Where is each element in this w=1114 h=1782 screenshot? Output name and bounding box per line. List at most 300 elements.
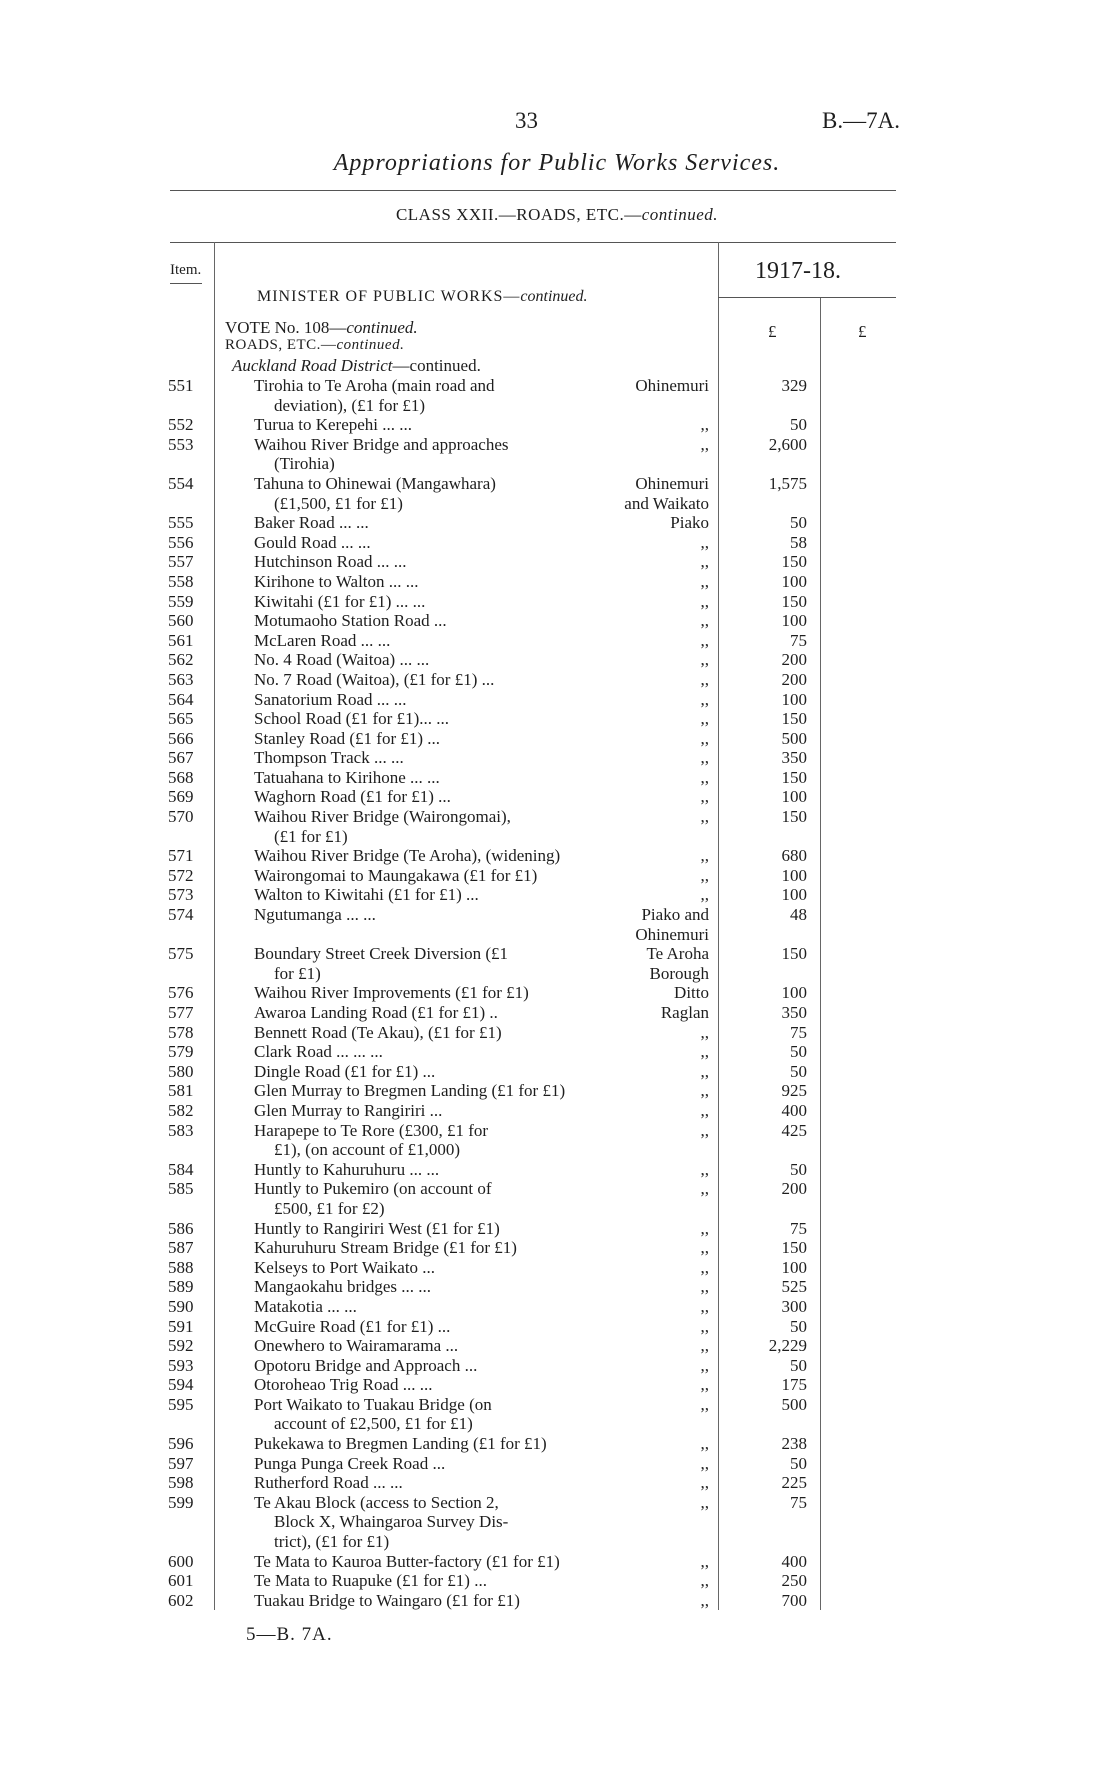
item-description bbox=[254, 533, 624, 553]
item-number: 585 bbox=[168, 1179, 194, 1199]
location-line: ,, bbox=[700, 434, 709, 454]
description-line: Sanatorium Road ... ... bbox=[254, 689, 407, 709]
location-line: ,, bbox=[700, 1590, 709, 1610]
item-location bbox=[585, 376, 709, 396]
item-number: 586 bbox=[168, 1218, 194, 1238]
item-description bbox=[254, 435, 624, 474]
description-line: Te Mata to Ruapuke (£1 for £1) ... bbox=[254, 1571, 487, 1591]
table-row bbox=[0, 846, 1114, 866]
location-line: ,, bbox=[700, 1394, 709, 1414]
location-line: ,, bbox=[700, 552, 709, 572]
table-top-rule bbox=[170, 242, 896, 243]
table-row bbox=[0, 552, 1114, 572]
item-location bbox=[585, 1042, 709, 1062]
title-rule bbox=[170, 190, 896, 191]
item-description bbox=[254, 1454, 624, 1474]
location-line: ,, bbox=[700, 767, 709, 787]
description-line: Opotoru Bridge and Approach ... bbox=[254, 1355, 478, 1375]
ministry-heading-suffix: continued. bbox=[520, 288, 588, 305]
item-description bbox=[254, 1395, 624, 1434]
item-location bbox=[585, 709, 709, 729]
location-line: ,, bbox=[700, 865, 709, 885]
item-number: 593 bbox=[168, 1355, 194, 1375]
item-head-rule bbox=[170, 283, 202, 284]
description-line: Awaroa Landing Road (£1 for £1) .. bbox=[254, 1003, 498, 1022]
item-location bbox=[585, 1179, 709, 1199]
item-location bbox=[585, 1571, 709, 1591]
item-location bbox=[585, 592, 709, 612]
table-row bbox=[0, 1317, 1114, 1337]
item-location bbox=[585, 729, 709, 749]
table-row bbox=[0, 1356, 1114, 1376]
item-description bbox=[254, 944, 624, 983]
item-location bbox=[585, 1493, 709, 1513]
item-number: 570 bbox=[168, 807, 194, 827]
location-line: ,, bbox=[700, 1277, 709, 1297]
description-line: Tahuna to Ohinewai (Mangawhara) bbox=[254, 473, 496, 493]
location-line: ,, bbox=[700, 1336, 709, 1356]
description-line: Huntly to Kahuruhuru ... ... bbox=[254, 1159, 440, 1179]
item-location bbox=[585, 866, 709, 886]
description-line: Huntly to Pukemiro (on account of bbox=[254, 1179, 492, 1199]
item-description bbox=[254, 1003, 624, 1023]
item-number: 562 bbox=[168, 650, 194, 670]
item-amount: 680 bbox=[781, 846, 807, 866]
location-line: Ditto bbox=[674, 983, 709, 1003]
item-number: 552 bbox=[168, 415, 194, 435]
item-location bbox=[585, 1375, 709, 1395]
item-amount: 100 bbox=[781, 1257, 807, 1277]
table-row bbox=[0, 729, 1114, 749]
item-location bbox=[585, 787, 709, 807]
description-line: Block X, Whaingaroa Survey Dis- bbox=[274, 1512, 509, 1532]
item-number: 563 bbox=[168, 669, 194, 689]
class-heading bbox=[0, 205, 1114, 225]
item-amount: 1,575 bbox=[768, 473, 807, 493]
item-amount: 150 bbox=[781, 1238, 807, 1258]
vote-heading bbox=[225, 318, 418, 338]
description-line: Te Mata to Kauroa Butter-factory (£1 for £1) bbox=[254, 1551, 560, 1571]
table-row bbox=[0, 1375, 1114, 1395]
item-description bbox=[254, 1277, 624, 1297]
description-line: Harapepe to Te Rore (£300, £1 for bbox=[254, 1120, 489, 1140]
table-row bbox=[0, 1179, 1114, 1218]
table-row bbox=[0, 513, 1114, 533]
item-number: 572 bbox=[168, 865, 194, 885]
item-amount: 200 bbox=[781, 669, 807, 689]
item-number: 583 bbox=[168, 1120, 194, 1140]
item-column-header: Item. bbox=[170, 262, 202, 278]
item-number: 601 bbox=[168, 1571, 194, 1591]
location-line: ,, bbox=[700, 650, 709, 670]
item-number: 565 bbox=[168, 709, 194, 729]
item-amount: 50 bbox=[790, 1316, 807, 1336]
item-amount: 100 bbox=[781, 983, 807, 1003]
item-number: 557 bbox=[168, 552, 194, 572]
table-row bbox=[0, 983, 1114, 1003]
item-location bbox=[585, 1473, 709, 1493]
location-line: ,, bbox=[700, 1551, 709, 1571]
description-line: Kiwitahi (£1 for £1) ... ... bbox=[254, 591, 426, 611]
location-line: ,, bbox=[700, 532, 709, 552]
table-row bbox=[0, 1434, 1114, 1454]
item-amount: 50 bbox=[790, 513, 807, 533]
item-description bbox=[254, 1591, 624, 1611]
item-location bbox=[585, 1101, 709, 1121]
item-location bbox=[585, 1219, 709, 1239]
vote-heading-main: VOTE No. 108— bbox=[225, 318, 347, 337]
table-row bbox=[0, 1493, 1114, 1552]
item-location bbox=[585, 690, 709, 710]
item-amount: 200 bbox=[781, 1179, 807, 1199]
location-line: ,, bbox=[700, 1492, 709, 1512]
item-description bbox=[254, 1336, 624, 1356]
location-line: ,, bbox=[700, 846, 709, 866]
item-number: 597 bbox=[168, 1453, 194, 1473]
table-row bbox=[0, 690, 1114, 710]
item-description bbox=[254, 1297, 624, 1317]
table-row bbox=[0, 1042, 1114, 1062]
table-row bbox=[0, 376, 1114, 415]
item-amount: 925 bbox=[781, 1081, 807, 1101]
signature-mark: 5—B. 7A. bbox=[246, 1624, 333, 1645]
item-location bbox=[585, 1160, 709, 1180]
description-line: Tatuahana to Kirihone ... ... bbox=[254, 767, 440, 787]
item-number: 582 bbox=[168, 1100, 194, 1120]
location-line: Raglan bbox=[660, 1003, 709, 1022]
item-location bbox=[585, 807, 709, 827]
item-amount: 75 bbox=[790, 1218, 807, 1238]
item-number: 564 bbox=[168, 689, 194, 709]
class-heading-suffix: continued. bbox=[641, 205, 719, 224]
description-line: Clark Road ... ... ... bbox=[254, 1042, 383, 1062]
location-line: ,, bbox=[700, 1355, 709, 1375]
description-line: Dingle Road (£1 for £1) ... bbox=[254, 1061, 436, 1081]
item-description bbox=[254, 1179, 624, 1218]
description-line: Port Waikato to Tuakau Bridge (on bbox=[254, 1394, 492, 1414]
item-description bbox=[254, 1042, 624, 1062]
item-amount: 100 bbox=[781, 787, 807, 807]
description-line: Tirohia to Te Aroha (main road and bbox=[254, 376, 495, 395]
district-suffix: —continued. bbox=[392, 356, 481, 375]
item-location bbox=[585, 1258, 709, 1278]
item-description bbox=[254, 690, 624, 710]
location-line: ,, bbox=[700, 787, 709, 807]
item-number: 573 bbox=[168, 885, 194, 905]
item-location bbox=[585, 1297, 709, 1317]
location-line: ,, bbox=[700, 1120, 709, 1140]
item-amount: 75 bbox=[790, 1492, 807, 1512]
description-line: Boundary Street Creek Diversion (£1 bbox=[254, 944, 508, 964]
description-line: Stanley Road (£1 for £1) ... bbox=[254, 728, 441, 748]
location-line: ,, bbox=[700, 1473, 709, 1493]
table-row bbox=[0, 1277, 1114, 1297]
item-location bbox=[585, 533, 709, 553]
item-location bbox=[585, 1062, 709, 1082]
location-line: ,, bbox=[700, 807, 709, 827]
description-line: McGuire Road (£1 for £1) ... bbox=[254, 1316, 451, 1336]
item-location bbox=[585, 1003, 709, 1023]
item-amount: 100 bbox=[781, 689, 807, 709]
item-description bbox=[254, 1493, 624, 1552]
description-line: Turua to Kerepehi ... ... bbox=[254, 415, 413, 435]
table-row bbox=[0, 1101, 1114, 1121]
item-amount: 2,229 bbox=[768, 1336, 807, 1356]
item-description bbox=[254, 1258, 624, 1278]
table-row bbox=[0, 1297, 1114, 1317]
item-number: 595 bbox=[168, 1394, 194, 1414]
description-line: Gould Road ... ... bbox=[254, 532, 371, 552]
location-line: ,, bbox=[700, 885, 709, 905]
item-amount: 150 bbox=[781, 591, 807, 611]
location-line: ,, bbox=[700, 1179, 709, 1199]
location-line: ,, bbox=[700, 1042, 709, 1062]
location-line: Ohinemuri bbox=[635, 924, 709, 944]
item-amount: 150 bbox=[781, 767, 807, 787]
location-line: Ohinemuri bbox=[635, 473, 709, 493]
item-amount: 75 bbox=[790, 1022, 807, 1042]
item-description bbox=[254, 846, 624, 866]
item-location bbox=[585, 1454, 709, 1474]
table-row bbox=[0, 670, 1114, 690]
table-row bbox=[0, 944, 1114, 983]
item-description bbox=[254, 1101, 624, 1121]
ministry-heading-main: MINISTER OF PUBLIC WORKS— bbox=[257, 288, 521, 305]
item-number: 553 bbox=[168, 434, 194, 454]
table-row bbox=[0, 748, 1114, 768]
location-line: ,, bbox=[700, 748, 709, 768]
description-line: Punga Punga Creek Road ... bbox=[254, 1453, 446, 1473]
item-description bbox=[254, 1219, 624, 1239]
location-line: Te Aroha bbox=[646, 944, 709, 964]
location-line: ,, bbox=[700, 1571, 709, 1591]
item-amount: 150 bbox=[781, 944, 807, 964]
description-line: Wairongomai to Maungakawa (£1 for £1) bbox=[254, 865, 538, 885]
table-row bbox=[0, 592, 1114, 612]
item-number: 590 bbox=[168, 1296, 194, 1316]
item-description bbox=[254, 1473, 624, 1493]
item-amount: 150 bbox=[781, 552, 807, 572]
class-heading-main: CLASS XXII.—ROADS, ETC.— bbox=[395, 205, 642, 224]
location-line: Piako and bbox=[641, 905, 709, 925]
item-description bbox=[254, 787, 624, 807]
item-number: 566 bbox=[168, 728, 194, 748]
location-line: ,, bbox=[700, 709, 709, 729]
item-number: 589 bbox=[168, 1277, 194, 1297]
table-row bbox=[0, 1454, 1114, 1474]
item-amount: 100 bbox=[781, 885, 807, 905]
item-description bbox=[254, 905, 624, 925]
description-line: Waghorn Road (£1 for £1) ... bbox=[254, 787, 451, 807]
location-line: ,, bbox=[700, 630, 709, 650]
item-amount: 100 bbox=[781, 571, 807, 591]
description-line: Thompson Track ... ... bbox=[254, 748, 404, 768]
item-description bbox=[254, 807, 624, 846]
location-line: ,, bbox=[700, 1022, 709, 1042]
item-description bbox=[254, 592, 624, 612]
ministry-heading bbox=[257, 288, 588, 306]
item-number: 551 bbox=[168, 376, 194, 395]
item-number: 554 bbox=[168, 473, 194, 493]
item-amount: 58 bbox=[790, 532, 807, 552]
description-line: Kirihone to Walton ... ... bbox=[254, 571, 419, 591]
table-row bbox=[0, 650, 1114, 670]
item-number: 558 bbox=[168, 571, 194, 591]
item-amount: 150 bbox=[781, 807, 807, 827]
item-description bbox=[254, 1434, 624, 1454]
item-description bbox=[254, 866, 624, 886]
item-description bbox=[254, 768, 624, 788]
item-amount: 329 bbox=[781, 376, 807, 395]
item-description bbox=[254, 552, 624, 572]
item-number: 577 bbox=[168, 1003, 194, 1022]
item-number: 594 bbox=[168, 1375, 194, 1395]
location-line: Borough bbox=[649, 963, 709, 983]
item-description bbox=[254, 474, 624, 513]
description-line: Glen Murray to Bregmen Landing (£1 for £1) bbox=[254, 1081, 566, 1101]
item-location bbox=[585, 611, 709, 631]
item-number: 556 bbox=[168, 532, 194, 552]
item-amount: 175 bbox=[781, 1375, 807, 1395]
item-number: 555 bbox=[168, 513, 194, 533]
description-line: Glen Murray to Rangiriri ... bbox=[254, 1100, 443, 1120]
table-row bbox=[0, 435, 1114, 474]
currency-header-total: £ bbox=[858, 322, 867, 341]
table-row bbox=[0, 866, 1114, 886]
description-line: trict), (£1 for £1) bbox=[274, 1532, 390, 1552]
description-line: Matakotia ... ... bbox=[254, 1296, 357, 1316]
item-amount: 50 bbox=[790, 1159, 807, 1179]
item-description bbox=[254, 376, 624, 415]
item-description bbox=[254, 1023, 624, 1043]
description-line: School Road (£1 for £1)... ... bbox=[254, 709, 450, 729]
location-line: ,, bbox=[700, 591, 709, 611]
description-line: Kelseys to Port Waikato ... bbox=[254, 1257, 436, 1277]
item-amount: 350 bbox=[781, 748, 807, 768]
item-location bbox=[585, 1081, 709, 1101]
location-line: ,, bbox=[700, 1061, 709, 1081]
item-number: 587 bbox=[168, 1238, 194, 1258]
item-description bbox=[254, 415, 624, 435]
item-description bbox=[254, 513, 624, 533]
item-amount: 2,600 bbox=[768, 434, 807, 454]
item-number: 592 bbox=[168, 1336, 194, 1356]
item-amount: 250 bbox=[781, 1571, 807, 1591]
item-location bbox=[585, 1552, 709, 1572]
table-row bbox=[0, 1258, 1114, 1278]
item-location bbox=[585, 846, 709, 866]
item-description bbox=[254, 1571, 624, 1591]
item-number: 578 bbox=[168, 1022, 194, 1042]
description-line: £1), (on account of £1,000) bbox=[274, 1140, 461, 1160]
location-line: ,, bbox=[700, 1100, 709, 1120]
item-amount: 50 bbox=[790, 1453, 807, 1473]
description-line: Huntly to Rangiriri West (£1 for £1) bbox=[254, 1218, 500, 1238]
item-number: 560 bbox=[168, 611, 194, 631]
table-row bbox=[0, 709, 1114, 729]
item-number: 581 bbox=[168, 1081, 194, 1101]
item-location bbox=[585, 1591, 709, 1611]
location-line: ,, bbox=[700, 1159, 709, 1179]
item-number: 580 bbox=[168, 1061, 194, 1081]
location-line: ,, bbox=[700, 728, 709, 748]
item-location bbox=[585, 415, 709, 435]
item-description bbox=[254, 631, 624, 651]
page-title: Appropriations for Public Works Services. bbox=[333, 150, 781, 176]
item-location bbox=[585, 1356, 709, 1376]
description-line: Waihou River Bridge and approaches bbox=[254, 434, 509, 454]
item-location bbox=[585, 1395, 709, 1415]
item-location bbox=[585, 1277, 709, 1297]
table-row bbox=[0, 905, 1114, 944]
item-location bbox=[585, 1121, 709, 1141]
item-description bbox=[254, 572, 624, 592]
location-line: ,, bbox=[700, 1316, 709, 1336]
item-number: 559 bbox=[168, 591, 194, 611]
table-row bbox=[0, 1238, 1114, 1258]
location-line: ,, bbox=[700, 689, 709, 709]
table-row bbox=[0, 611, 1114, 631]
page-number: 33 bbox=[515, 108, 538, 133]
item-amount: 400 bbox=[781, 1551, 807, 1571]
item-number: 588 bbox=[168, 1257, 194, 1277]
description-line: (£1 for £1) bbox=[274, 826, 348, 846]
description-line: Baker Road ... ... bbox=[254, 513, 369, 533]
district-name: Auckland Road District bbox=[232, 356, 393, 375]
item-amount: 50 bbox=[790, 1042, 807, 1062]
description-line: Tuakau Bridge to Waingaro (£1 for £1) bbox=[254, 1590, 520, 1610]
item-amount: 48 bbox=[790, 905, 807, 925]
location-line: ,, bbox=[700, 1375, 709, 1395]
table-row bbox=[0, 474, 1114, 513]
item-number: 574 bbox=[168, 905, 194, 925]
item-description bbox=[254, 1121, 624, 1160]
item-amount: 150 bbox=[781, 709, 807, 729]
item-location bbox=[585, 670, 709, 690]
description-line: Bennett Road (Te Akau), (£1 for £1) bbox=[254, 1022, 502, 1042]
item-number: 599 bbox=[168, 1492, 194, 1512]
item-amount: 400 bbox=[781, 1100, 807, 1120]
item-description bbox=[254, 1375, 624, 1395]
item-amount: 500 bbox=[781, 728, 807, 748]
location-line: ,, bbox=[700, 1218, 709, 1238]
location-line: ,, bbox=[700, 1453, 709, 1473]
item-description bbox=[254, 1081, 624, 1101]
item-location bbox=[585, 1238, 709, 1258]
table-row bbox=[0, 631, 1114, 651]
description-line: deviation), (£1 for £1) bbox=[274, 395, 426, 415]
item-location bbox=[585, 1317, 709, 1337]
item-location bbox=[585, 983, 709, 1003]
location-line: ,, bbox=[700, 1296, 709, 1316]
item-number: 561 bbox=[168, 630, 194, 650]
location-line: ,, bbox=[700, 415, 709, 435]
item-description bbox=[254, 983, 624, 1003]
location-line: ,, bbox=[700, 1434, 709, 1454]
item-description bbox=[254, 1160, 624, 1180]
description-line: Ngutumanga ... ... bbox=[254, 905, 376, 925]
table-row bbox=[0, 885, 1114, 905]
item-location bbox=[585, 474, 709, 513]
description-line: No. 7 Road (Waitoa), (£1 for £1) ... bbox=[254, 669, 495, 689]
item-number: 598 bbox=[168, 1473, 194, 1493]
item-number: 568 bbox=[168, 767, 194, 787]
item-amount: 50 bbox=[790, 1061, 807, 1081]
item-location bbox=[585, 650, 709, 670]
table-row bbox=[0, 1062, 1114, 1082]
description-line: Waihou River Bridge (Te Aroha), (widening) bbox=[254, 846, 561, 866]
appropriations-table bbox=[0, 376, 1114, 1610]
